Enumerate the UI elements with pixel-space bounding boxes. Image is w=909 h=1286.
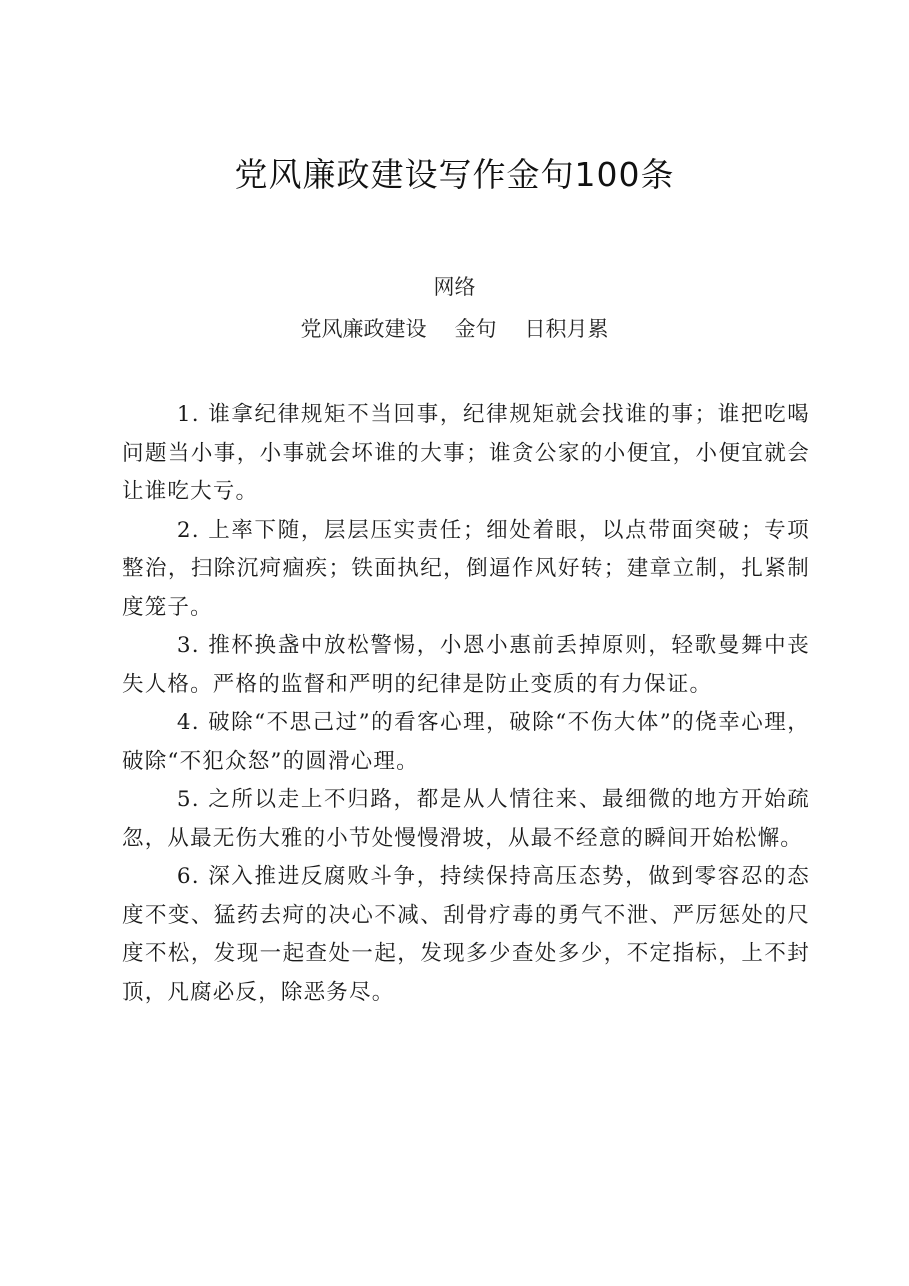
paragraph-3: 3. 推杯换盏中放松警惕，小恩小惠前丢掉原则，轻歌曼舞中丧失人格。严格的监督和严明的纪律是防止变质的有力保证。 [122, 633, 810, 697]
paragraph-1: 1. 谁拿纪律规矩不当回事，纪律规矩就会找谁的事；谁把吃喝问题当小事，小事就会坏谁的大事；谁贪公家的小便宜，小便宜就会让谁吃大亏。 [122, 402, 810, 504]
keyword-2: 金句 [454, 317, 497, 341]
keyword-3: 日积月累 [524, 317, 609, 341]
paragraph-2: 2. 上率下随，层层压实责任；细处着眼，以点带面突破；专项整治，扫除沉疴痼疾；铁面执纪，倒逼作风好转；建章立制，扎紧制度笼子。 [122, 517, 810, 620]
paragraph-4: 4. 破除“不思己过”的看客心理，破除“不伤大体”的侥幸心理，破除“不犯众怒”的圆滑心理。 [122, 710, 810, 774]
paragraph-6: 6. 深入推进反腐败斗争，持续保持高压态势，做到零容忍的态度不变、猛药去疴的决心不减、刮骨疗毒的勇气不泄、严厉惩处的尺度不松，发现一起查处一起，发现多少查处多少，不定指标，上不封顶，凡腐必反，除恶务尽。 [122, 864, 810, 1005]
document-author: 网络 [433, 275, 476, 299]
paragraph-5: 5. 之所以走上不归路，都是从人情往来、最细微的地方开始疏忽，从最无伤大雅的小节处慢慢滑坡，从最不经意的瞬间开始松懈。 [122, 787, 810, 851]
document-keywords [0, 314, 909, 344]
document-title: 党风廉政建设写作金句100条 [234, 155, 675, 194]
document-body [122, 396, 810, 1012]
keyword-1: 党风廉政建设 [300, 317, 427, 341]
